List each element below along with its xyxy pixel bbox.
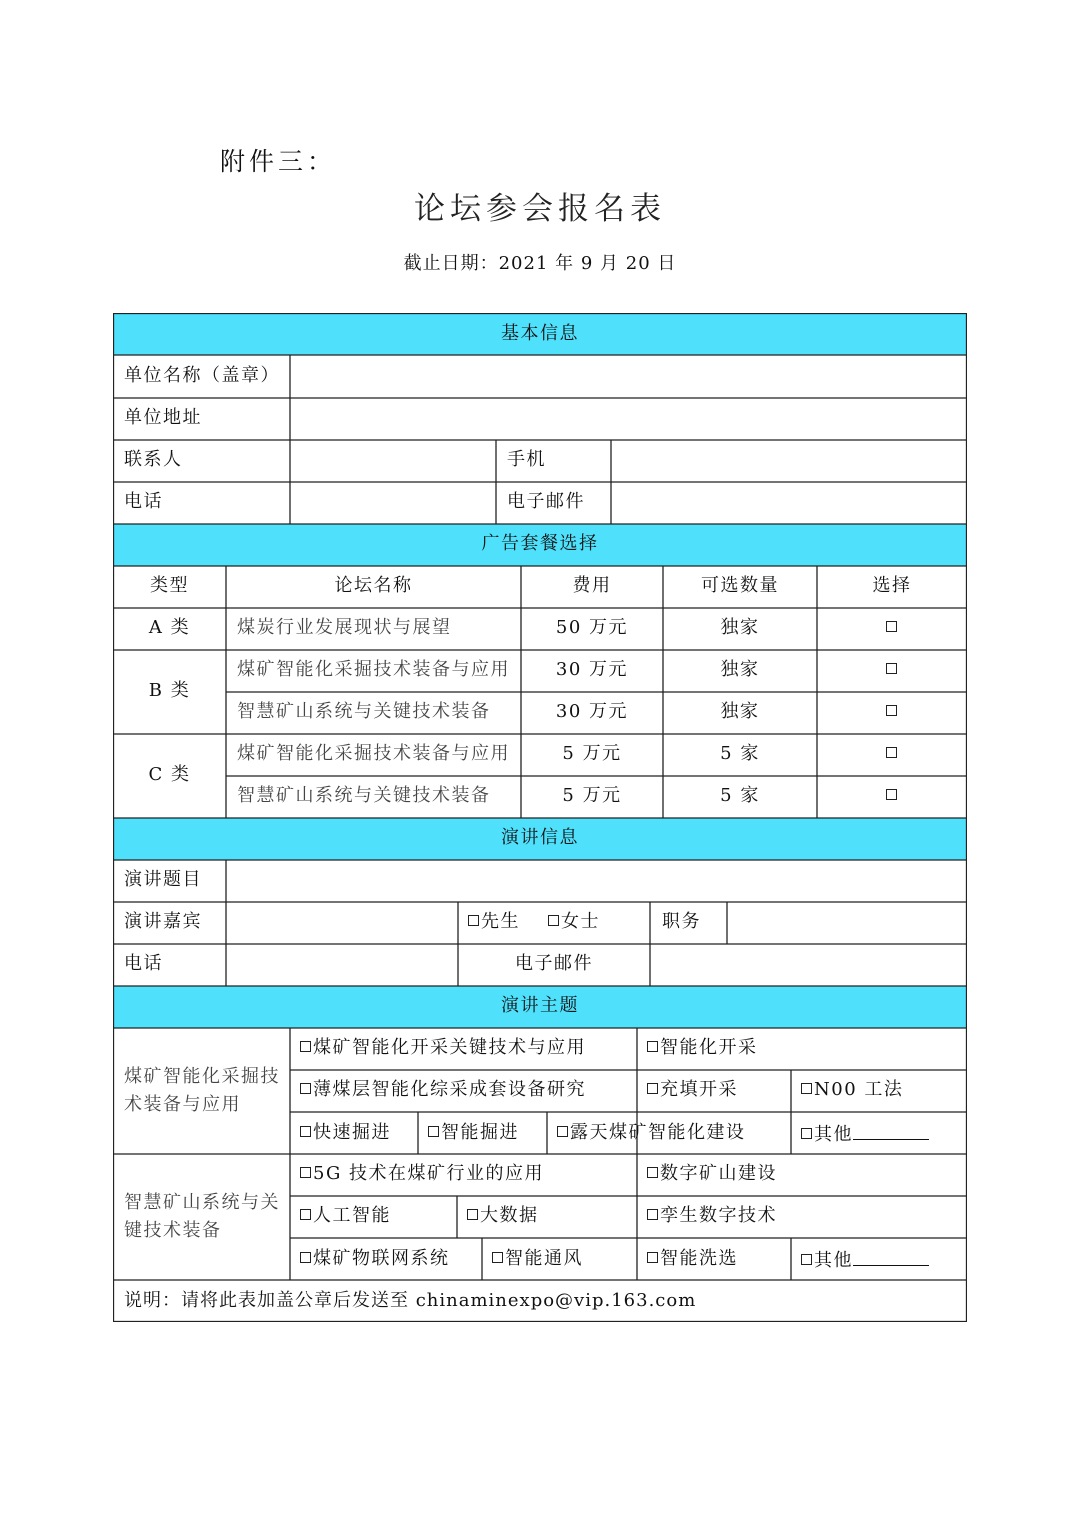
topic-option[interactable] [492,1249,583,1269]
checkbox[interactable] [801,1083,812,1094]
quantity-cell: 独家 [720,659,760,680]
contact-label: 联系人 [124,449,183,470]
col-header-quantity: 可选数量 [701,575,779,596]
topic-option[interactable] [647,1249,738,1269]
checkbox[interactable] [492,1252,503,1263]
option-label: 数字矿山建设 [660,1163,777,1184]
col-header-type: 类型 [150,575,189,596]
option-label: 5G 技术在煤矿行业的应用 [313,1163,545,1184]
topic-option[interactable] [300,1038,586,1058]
col-header-select: 选择 [872,575,912,596]
fee-cell: 5 万元 [562,785,622,806]
registration-form-table [113,313,967,1322]
checkbox[interactable] [300,1252,311,1263]
fee-cell: 5 万元 [562,743,622,764]
option-label: 人工智能 [313,1205,391,1226]
fee-cell: 50 万元 [555,617,629,638]
topic-option-other[interactable] [801,1249,929,1271]
section-header-ad-package: 广告套餐选择 [481,533,599,554]
note-text: 说明：请将此表加盖公章后发送至 chinaminexpo@vip.163.com [124,1290,697,1311]
option-label: 孪生数字技术 [660,1205,777,1226]
topic-option[interactable] [300,1206,391,1226]
section-header-basic-info: 基本信息 [501,323,579,344]
forum-name-cell: 智慧矿山系统与关键技术装备 [237,785,491,806]
type-c-label: C 类 [148,764,191,785]
col-header-forum-name: 论坛名称 [334,575,413,596]
checkbox[interactable] [467,1209,478,1220]
select-checkbox-c1[interactable] [817,744,967,764]
quantity-cell: 5 家 [720,743,760,764]
gender-ms-option[interactable] [548,912,600,932]
select-checkbox-c2[interactable] [817,786,967,806]
fee-cell: 30 万元 [555,701,629,722]
option-label: 智能通风 [505,1248,583,1269]
speech-guest-label: 演讲嘉宾 [124,911,202,932]
ms-label: 女士 [561,911,600,932]
forum-name-cell: 智慧矿山系统与关键技术装备 [237,701,491,722]
option-label: 智能化开采 [660,1037,758,1058]
speech-phone-field[interactable] [227,945,457,985]
topic-option-other[interactable] [801,1123,929,1145]
topic-option[interactable] [557,1123,746,1143]
forum-name-cell: 煤矿智能化采掘技术装备与应用 [237,659,510,680]
checkbox[interactable] [300,1126,311,1137]
org-address-label: 单位地址 [124,407,202,428]
mobile-field[interactable] [612,441,966,481]
org-address-field[interactable] [291,399,966,439]
org-name-label: 单位名称（盖章） [124,365,280,386]
topic-category-label: 煤矿智能化采掘技术装备与应用 [124,1066,280,1115]
checkbox[interactable] [557,1126,568,1137]
deadline-text: 截止日期：2021 年 9 月 20 日 [403,253,677,274]
topic-category-label: 智慧矿山系统与关键技术装备 [124,1192,280,1241]
checkbox[interactable] [300,1167,311,1178]
option-label: 露天煤矿智能化建设 [570,1122,746,1143]
speech-topic-label: 演讲题目 [124,869,202,890]
select-checkbox-b2[interactable] [817,702,967,722]
ms-checkbox[interactable] [548,915,559,926]
checkbox[interactable] [300,1083,311,1094]
org-name-field[interactable] [291,356,966,397]
option-label: 大数据 [480,1205,539,1226]
phone-label: 电话 [124,491,163,512]
position-field[interactable] [728,903,966,943]
mr-checkbox[interactable] [468,915,479,926]
mobile-label: 手机 [507,449,546,470]
checkbox[interactable] [647,1083,658,1094]
section-header-speech-info: 演讲信息 [501,827,579,848]
position-label: 职务 [662,911,701,932]
mr-label: 先生 [481,911,520,932]
topic-option[interactable] [428,1123,519,1143]
topic-option[interactable] [647,1206,777,1226]
checkbox[interactable] [428,1126,439,1137]
phone-field[interactable] [291,483,495,523]
option-label: 其他 [814,1250,853,1271]
contact-field[interactable] [291,441,495,481]
checkbox[interactable] [300,1209,311,1220]
option-label: 充填开采 [660,1079,738,1100]
type-a-label: A 类 [148,617,191,638]
attachment-label: 附件三： [220,147,337,176]
checkbox[interactable] [647,1041,658,1052]
other-blank-line[interactable] [853,1123,929,1140]
topic-option[interactable] [647,1164,777,1184]
forum-name-cell: 煤矿智能化采掘技术装备与应用 [237,743,510,764]
form-title: 论坛参会报名表 [414,191,666,227]
gender-mr-option[interactable] [468,912,520,932]
topic-option[interactable] [647,1038,758,1058]
topic-option[interactable] [801,1080,903,1100]
topic-option[interactable] [300,1123,391,1143]
topic-option[interactable] [300,1249,450,1269]
topic-option[interactable] [300,1164,544,1184]
speech-email-label: 电子邮件 [515,953,593,974]
checkbox[interactable] [647,1209,658,1220]
email-field[interactable] [612,483,966,523]
option-label: 智能洗选 [660,1248,738,1269]
topic-option[interactable] [647,1080,738,1100]
fee-cell: 30 万元 [555,659,629,680]
col-header-fee: 费用 [572,575,612,596]
email-label: 电子邮件 [507,491,585,512]
select-checkbox-a1[interactable] [817,618,967,638]
forum-name-cell: 煤炭行业发展现状与展望 [237,617,452,638]
type-b-label: B 类 [148,680,191,701]
speech-email-field[interactable] [651,945,966,985]
quantity-cell: 独家 [720,701,760,722]
speech-topic-field[interactable] [227,861,966,901]
option-label: 薄煤层智能化综采成套设备研究 [313,1079,586,1100]
option-label: N00 工法 [814,1079,904,1100]
checkbox[interactable] [801,1254,812,1265]
topic-option[interactable] [300,1080,586,1100]
other-blank-line[interactable] [853,1249,929,1266]
select-checkbox-b1[interactable] [817,660,967,680]
quantity-cell: 5 家 [720,785,760,806]
speech-phone-label: 电话 [124,953,163,974]
option-label: 快速掘进 [313,1122,391,1143]
option-label: 其他 [814,1124,853,1145]
topic-option[interactable] [467,1206,539,1226]
speech-guest-field[interactable] [227,903,457,943]
quantity-cell: 独家 [720,617,760,638]
option-label: 煤矿物联网系统 [313,1248,450,1269]
option-label: 煤矿智能化开采关键技术与应用 [313,1037,586,1058]
checkbox[interactable] [647,1167,658,1178]
checkbox[interactable] [300,1041,311,1052]
checkbox[interactable] [647,1252,658,1263]
option-label: 智能掘进 [441,1122,519,1143]
section-header-speech-topics: 演讲主题 [501,995,579,1016]
checkbox[interactable] [801,1128,812,1139]
